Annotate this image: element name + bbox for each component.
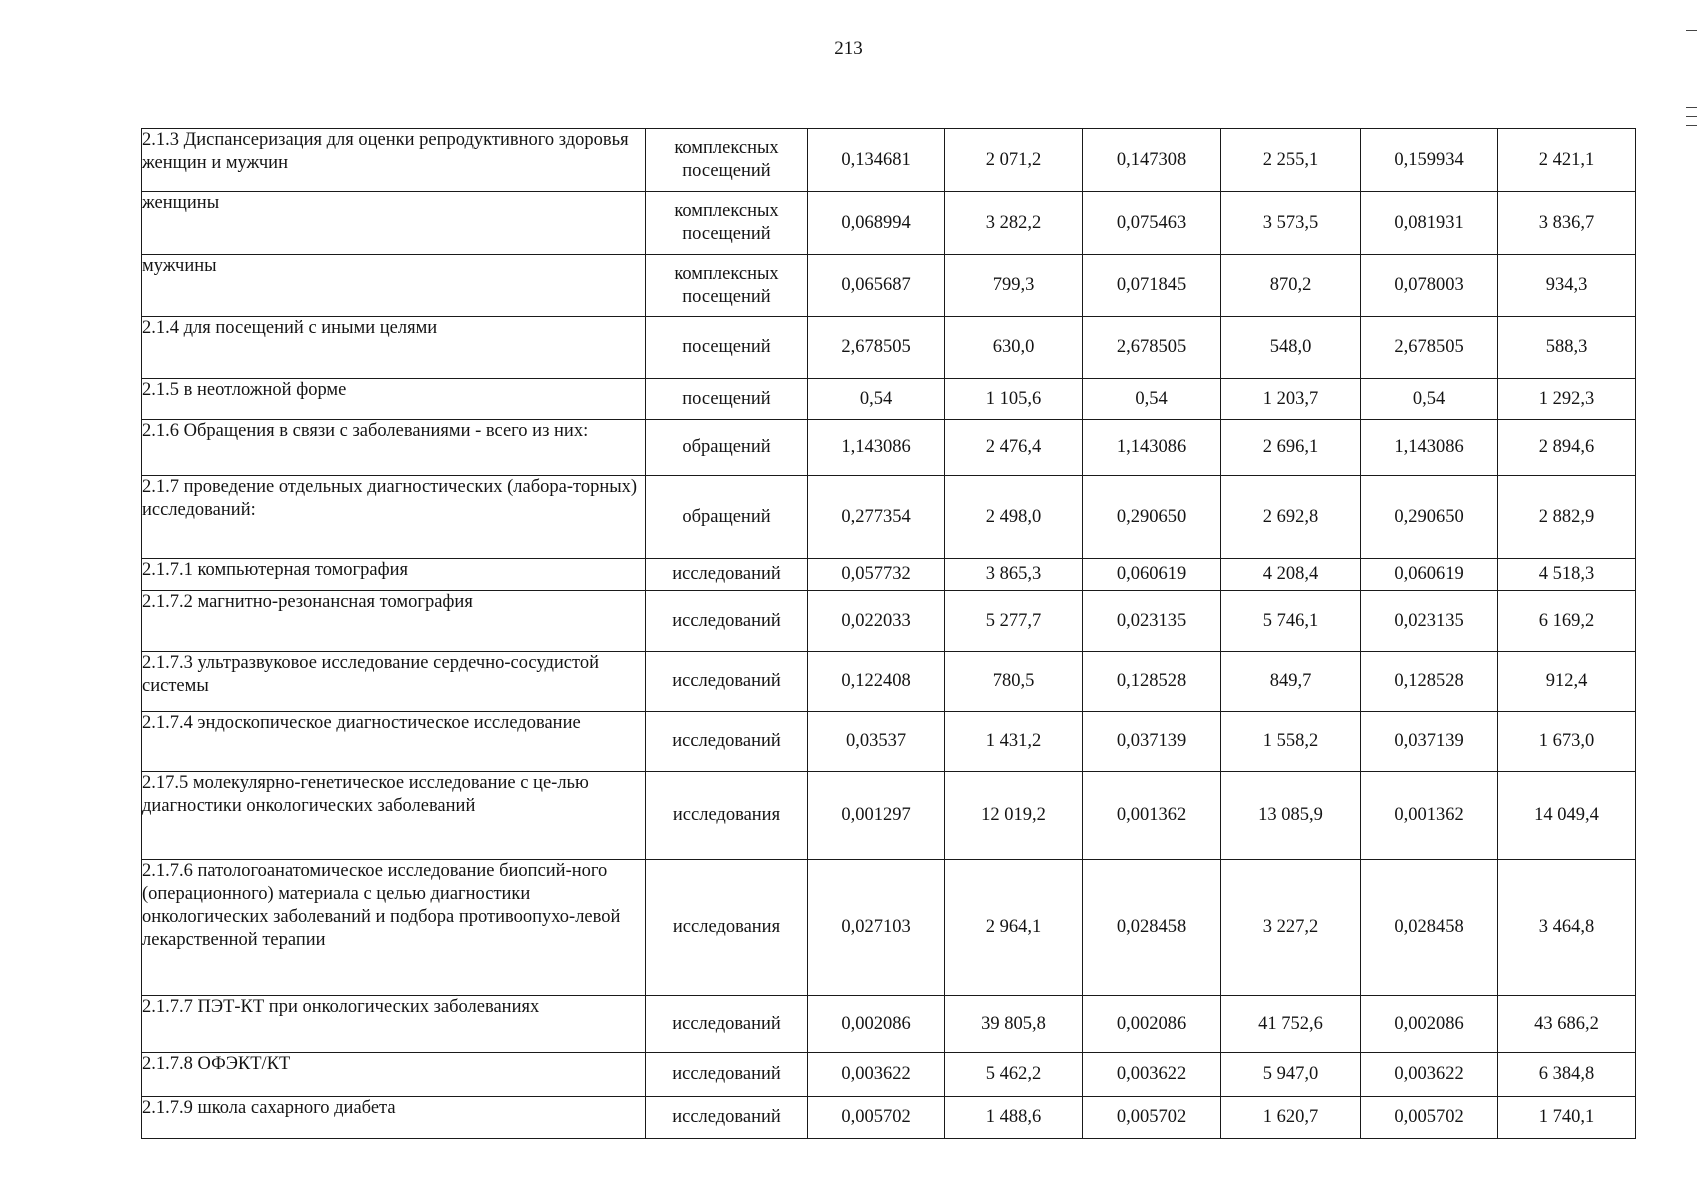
- row-unit: обращений: [646, 420, 808, 476]
- row-value: 1 292,3: [1498, 379, 1636, 420]
- row-value: 0,290650: [1083, 476, 1221, 559]
- row-name: 2.1.7.9 школа сахарного диабета: [142, 1097, 646, 1139]
- row-value: 5 462,2: [945, 1053, 1083, 1097]
- row-value: 0,075463: [1083, 192, 1221, 255]
- row-unit: исследований: [646, 1097, 808, 1139]
- row-unit: комплексных посещений: [646, 255, 808, 317]
- row-name: 2.1.7.6 патологоанатомическое исследование биопсий-ного (операционного) материала с целью диагностики онкологических заболеваний и подбора противоопухо-левой лекарственной терапии: [142, 860, 646, 996]
- row-value: 13 085,9: [1221, 772, 1361, 860]
- row-name: 2.1.7.8 ОФЭКТ/КТ: [142, 1053, 646, 1097]
- row-value: 1,143086: [808, 420, 945, 476]
- scan-mark: [1686, 30, 1697, 31]
- table-row: [142, 129, 1636, 192]
- row-value: 2 421,1: [1498, 129, 1636, 192]
- row-value: 548,0: [1221, 317, 1361, 379]
- row-value: 2 071,2: [945, 129, 1083, 192]
- row-unit: исследований: [646, 652, 808, 712]
- row-name: 2.1.7.4 эндоскопическое диагностическое исследование: [142, 712, 646, 772]
- row-value: 0,065687: [808, 255, 945, 317]
- row-value: 0,003622: [1361, 1053, 1498, 1097]
- row-value: 3 227,2: [1221, 860, 1361, 996]
- row-value: 0,002086: [1361, 996, 1498, 1053]
- table-row: [142, 559, 1636, 591]
- row-value: 39 805,8: [945, 996, 1083, 1053]
- table-row: [142, 255, 1636, 317]
- row-value: 2,678505: [808, 317, 945, 379]
- row-value: 0,03537: [808, 712, 945, 772]
- table-row: [142, 476, 1636, 559]
- table-row: [142, 1053, 1636, 1097]
- row-name: женщины: [142, 192, 646, 255]
- row-value: 0,005702: [1361, 1097, 1498, 1139]
- row-value: 14 049,4: [1498, 772, 1636, 860]
- row-value: 0,290650: [1361, 476, 1498, 559]
- row-value: 0,028458: [1083, 860, 1221, 996]
- row-unit: исследований: [646, 712, 808, 772]
- row-value: 41 752,6: [1221, 996, 1361, 1053]
- row-name: 2.1.7.3 ультразвуковое исследование сердечно-сосудистой системы: [142, 652, 646, 712]
- row-value: 0,128528: [1083, 652, 1221, 712]
- row-name: 2.1.7.1 компьютерная томография: [142, 559, 646, 591]
- row-value: 3 282,2: [945, 192, 1083, 255]
- table-row: [142, 772, 1636, 860]
- row-value: 2,678505: [1083, 317, 1221, 379]
- row-value: 2 894,6: [1498, 420, 1636, 476]
- row-value: 6 169,2: [1498, 591, 1636, 652]
- row-value: 0,002086: [808, 996, 945, 1053]
- page-number: 213: [834, 38, 863, 59]
- row-value: 1 105,6: [945, 379, 1083, 420]
- row-value: 0,277354: [808, 476, 945, 559]
- row-value: 0,060619: [1361, 559, 1498, 591]
- row-value: 0,001297: [808, 772, 945, 860]
- scan-mark: [1686, 107, 1697, 108]
- row-value: 0,122408: [808, 652, 945, 712]
- row-value: 2 692,8: [1221, 476, 1361, 559]
- row-name: 2.17.5 молекулярно-генетическое исследование с це-лью диагностики онкологических заболеваний: [142, 772, 646, 860]
- row-unit: обращений: [646, 476, 808, 559]
- row-name: 2.1.7.2 магнитно-резонансная томография: [142, 591, 646, 652]
- row-value: 870,2: [1221, 255, 1361, 317]
- row-value: 0,003622: [808, 1053, 945, 1097]
- row-value: 0,023135: [1083, 591, 1221, 652]
- row-value: 0,057732: [808, 559, 945, 591]
- table-row: [142, 652, 1636, 712]
- row-value: 6 384,8: [1498, 1053, 1636, 1097]
- row-value: 1,143086: [1361, 420, 1498, 476]
- scan-mark: [1686, 116, 1697, 117]
- row-unit: комплексных посещений: [646, 192, 808, 255]
- row-value: 0,159934: [1361, 129, 1498, 192]
- row-value: 1 620,7: [1221, 1097, 1361, 1139]
- row-value: 849,7: [1221, 652, 1361, 712]
- table-row: [142, 317, 1636, 379]
- row-name: 2.1.6 Обращения в связи с заболеваниями - всего из них:: [142, 420, 646, 476]
- row-name: 2.1.5 в неотложной форме: [142, 379, 646, 420]
- row-value: 0,037139: [1361, 712, 1498, 772]
- row-unit: исследований: [646, 559, 808, 591]
- row-value: 0,022033: [808, 591, 945, 652]
- table-row: [142, 712, 1636, 772]
- table-row: [142, 1097, 1636, 1139]
- row-value: 0,071845: [1083, 255, 1221, 317]
- row-value: 1 740,1: [1498, 1097, 1636, 1139]
- scan-mark: [1686, 125, 1697, 126]
- row-unit: исследований: [646, 591, 808, 652]
- row-value: 3 865,3: [945, 559, 1083, 591]
- row-value: 4 208,4: [1221, 559, 1361, 591]
- row-unit: исследования: [646, 860, 808, 996]
- tariff-table: [141, 128, 1636, 1139]
- row-value: 12 019,2: [945, 772, 1083, 860]
- row-value: 0,54: [808, 379, 945, 420]
- row-unit: исследования: [646, 772, 808, 860]
- row-value: 912,4: [1498, 652, 1636, 712]
- row-value: 5 277,7: [945, 591, 1083, 652]
- row-value: 2 964,1: [945, 860, 1083, 996]
- table-row: [142, 591, 1636, 652]
- row-value: 0,078003: [1361, 255, 1498, 317]
- row-value: 0,001362: [1361, 772, 1498, 860]
- table-row: [142, 192, 1636, 255]
- row-value: 0,54: [1083, 379, 1221, 420]
- table-body: [142, 129, 1636, 1139]
- row-value: 1 203,7: [1221, 379, 1361, 420]
- row-value: 0,060619: [1083, 559, 1221, 591]
- row-value: 0,134681: [808, 129, 945, 192]
- row-value: 2 255,1: [1221, 129, 1361, 192]
- row-value: 4 518,3: [1498, 559, 1636, 591]
- row-value: 588,3: [1498, 317, 1636, 379]
- row-name: 2.1.7.7 ПЭТ-КТ при онкологических заболеваниях: [142, 996, 646, 1053]
- row-value: 2 696,1: [1221, 420, 1361, 476]
- row-value: 0,028458: [1361, 860, 1498, 996]
- row-unit: комплексных посещений: [646, 129, 808, 192]
- row-value: 2 498,0: [945, 476, 1083, 559]
- row-value: 1 558,2: [1221, 712, 1361, 772]
- table-row: [142, 379, 1636, 420]
- row-value: 0,005702: [808, 1097, 945, 1139]
- row-value: 0,068994: [808, 192, 945, 255]
- row-value: 43 686,2: [1498, 996, 1636, 1053]
- row-value: 0,027103: [808, 860, 945, 996]
- row-value: 0,005702: [1083, 1097, 1221, 1139]
- table-row: [142, 860, 1636, 996]
- row-value: 0,147308: [1083, 129, 1221, 192]
- row-value: 0,023135: [1361, 591, 1498, 652]
- row-value: 934,3: [1498, 255, 1636, 317]
- table-row: [142, 420, 1636, 476]
- row-value: 0,128528: [1361, 652, 1498, 712]
- row-value: 2,678505: [1361, 317, 1498, 379]
- row-value: 0,002086: [1083, 996, 1221, 1053]
- row-value: 630,0: [945, 317, 1083, 379]
- row-value: 2 476,4: [945, 420, 1083, 476]
- row-value: 5 947,0: [1221, 1053, 1361, 1097]
- row-value: 0,54: [1361, 379, 1498, 420]
- row-value: 0,081931: [1361, 192, 1498, 255]
- row-unit: исследований: [646, 1053, 808, 1097]
- row-value: 3 464,8: [1498, 860, 1636, 996]
- row-value: 1 431,2: [945, 712, 1083, 772]
- row-name: 2.1.4 для посещений с иными целями: [142, 317, 646, 379]
- row-name: мужчины: [142, 255, 646, 317]
- row-unit: исследований: [646, 996, 808, 1053]
- row-value: 1 673,0: [1498, 712, 1636, 772]
- row-value: 799,3: [945, 255, 1083, 317]
- table-row: [142, 996, 1636, 1053]
- row-value: 5 746,1: [1221, 591, 1361, 652]
- row-unit: посещений: [646, 317, 808, 379]
- row-value: 1,143086: [1083, 420, 1221, 476]
- row-unit: посещений: [646, 379, 808, 420]
- row-value: 780,5: [945, 652, 1083, 712]
- row-value: 1 488,6: [945, 1097, 1083, 1139]
- row-value: 0,003622: [1083, 1053, 1221, 1097]
- row-value: 2 882,9: [1498, 476, 1636, 559]
- row-value: 3 836,7: [1498, 192, 1636, 255]
- row-name: 2.1.7 проведение отдельных диагностических (лабора-торных) исследований:: [142, 476, 646, 559]
- row-value: 3 573,5: [1221, 192, 1361, 255]
- row-value: 0,037139: [1083, 712, 1221, 772]
- row-name: 2.1.3 Диспансеризация для оценки репродуктивного здоровья женщин и мужчин: [142, 129, 646, 192]
- row-value: 0,001362: [1083, 772, 1221, 860]
